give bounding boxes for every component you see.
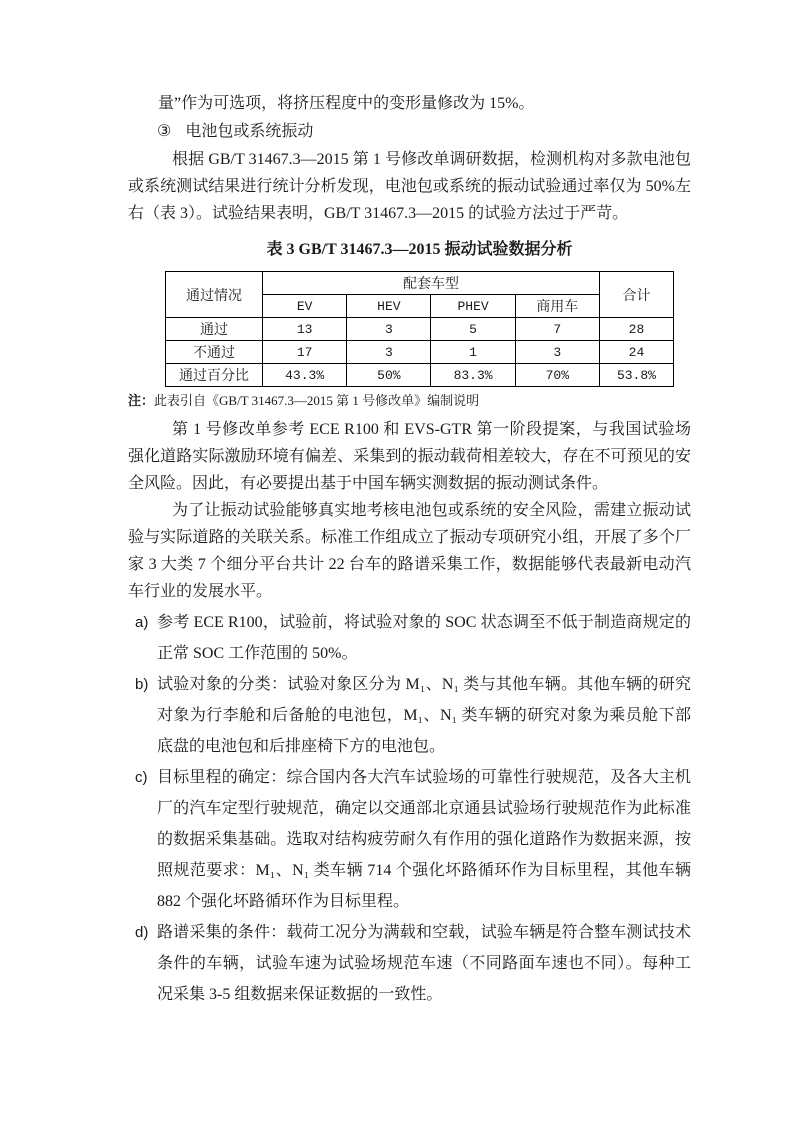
paragraph-road-spectrum: 为了让振动试验能够真实地考核电池包或系统的安全风险，需建立振动试验与实际道路的关联关系。标准工作组成立了振动专项研究小组，开展了多个厂家 3 大类 7 个细分平台共计 22 台车的路谱采集工作，数据能够代表最新电动汽车行业的发展水平。 [128,502,691,600]
header-vehicle-type-group: 配套车型 [263,272,600,295]
list-item-c-text: 目标里程的确定：综合国内各大汽车试验场的可靠性行驶规范，及各大主机厂的汽车定型行驶规范，确定以交通部北京通县试验场行驶规范作为此标准的数据采集基础。选取对结构疲劳耐久有作用的强化道路作为数据来源，按照规范要求：M₁、N₁ 类车辆 714 个强化坏路循环作为目标里程，其他车辆 882 个强化坏路循环作为目标里程。 [157,769,691,910]
table-cell: 3 [347,341,431,364]
row-total-cell: 53.8% [599,364,673,387]
list-marker-b: b) [135,676,149,693]
table-row-pass-percentage [166,364,674,387]
header-col-commercial: 商用车 [515,295,599,318]
list-marker-d: d) [135,924,149,941]
circled-3-marker: ③ [157,123,172,140]
table-cell: 43.3% [263,364,347,387]
table-cell: 3 [515,341,599,364]
table-cell: 50% [347,364,431,387]
table-cell: 3 [347,318,431,341]
continuation-line: 量”作为可选项，将挤压程度中的变形量修改为 15%。 [158,95,535,112]
section-item-3-title: 电池包或系统振动 [185,123,314,140]
list-marker-c: c) [135,769,148,786]
row-label: 通过百分比 [166,364,263,387]
lettered-list [128,607,691,1010]
list-item-d [128,917,691,1010]
section-item-3 [157,118,691,146]
table-cell: 83.3% [431,364,515,387]
table-row-fail [166,341,674,364]
paragraph-amendment: 第 1 号修改单参考 ECE R100 和 EVS-GTR 第一阶段提案，与我国试验场强化道路实际激励环境有偏差、采集到的振动载荷相差较大，存在不可预见的安全风险。因此，有必要提出基于中国车辆实测数据的振动测试条件。 [128,421,691,492]
table-note [128,392,691,410]
table-row-pass [166,318,674,341]
header-col-hev: HEV [347,295,431,318]
table-cell: 5 [431,318,515,341]
table-cell: 17 [263,341,347,364]
vibration-test-data-table [165,271,674,387]
note-text: 此表引自《GB/T 31467.3—2015 第 1 号修改单》编制说明 [154,393,480,408]
table-cell: 13 [263,318,347,341]
list-item-d-text: 路谱采集的条件：载荷工况分为满载和空载，试验车辆是符合整车测试技术条件的车辆，试验车速为试验场规范车速（不同路面车速也不同）。每种工况采集 3-5 组数据来保证数据的一致性。 [157,924,691,1003]
note-label: 注： [128,393,155,408]
list-item-a-text: 参考 ECE R100，试验前，将试验对象的 SOC 状态调至不低于制造商规定的正常 SOC 工作范围的 50%。 [157,614,691,662]
row-total-cell: 28 [599,318,673,341]
body-paragraphs [128,416,691,605]
header-col-ev: EV [263,295,347,318]
header-total: 合计 [599,272,673,318]
list-item-b-text: 试验对象的分类：试验对象区分为 M₁、N₁ 类与其他车辆。其他车辆的研究对象为行李舱和后备舱的电池包，M₁、N₁ 类车辆的研究对象为乘员舱下部底盘的电池包和后排座椅下方的电池包。 [157,676,691,755]
table-header-row-1 [166,272,674,295]
row-label: 不通过 [166,341,263,364]
table-3-title: 表 3 GB/T 31467.3—2015 振动试验数据分析 [266,241,573,258]
list-item-c [128,762,691,917]
table-cell: 7 [515,318,599,341]
table-cell: 70% [515,364,599,387]
row-label: 通过 [166,318,263,341]
intro-paragraph: 根据 GB/T 31467.3—2015 第 1 号修改单调研数据，检测机构对多款电池包或系统测试结果进行统计分析发现，电池包或系统的振动试验通过率仅为 50%左右（表 3）。试验结果表明，GB/T 31467.3—2015 的试验方法过于严苛。 [128,151,691,222]
row-total-cell: 24 [599,341,673,364]
header-col-phev: PHEV [431,295,515,318]
list-item-b [128,669,691,762]
header-pass-status: 通过情况 [166,272,263,318]
table-cell: 1 [431,341,515,364]
list-marker-a: a) [135,614,149,631]
list-item-a [128,607,691,669]
